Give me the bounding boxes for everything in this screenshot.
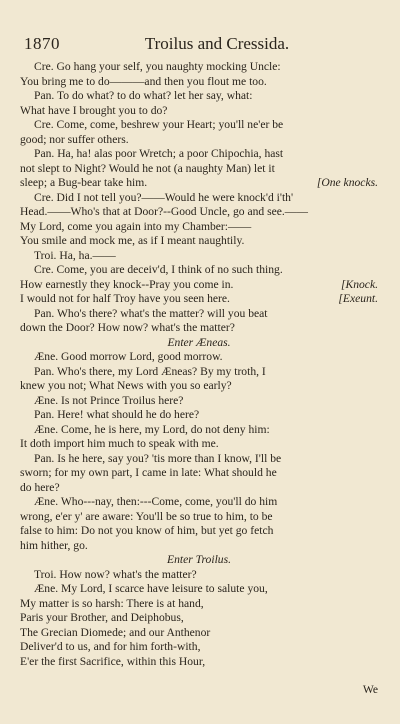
page-number: 1870	[24, 34, 60, 53]
text-line: My matter is so harsh: There is at hand,	[20, 596, 204, 610]
text-line: You smile and mock me, as if I meant naughtily.	[20, 234, 245, 247]
text-line: It doth import him much to speak with me.	[20, 437, 219, 450]
text-line: Troi. How now? what's the matter?	[34, 567, 197, 581]
text-line: Æne. Good morrow Lord, good morrow.	[34, 350, 223, 363]
text-line-with-direction	[20, 292, 378, 307]
text-line: Paris your Brother, and Deiphobus,	[20, 611, 184, 624]
text-line: Æne. My Lord, I scarce have leisure to salute you,	[34, 582, 268, 595]
text-line: Cre. Did I not tell you?——Would he were knock'd i'th'	[34, 190, 294, 204]
text-line: Æne. Is not Prince Troilus here?	[34, 393, 184, 407]
text-line: do here?	[20, 480, 60, 494]
text-line-with-direction	[20, 176, 378, 191]
text-line: down the Door? How now? what's the matter?	[20, 321, 235, 334]
text-line: Head.——Who's that at Door?--Good Uncle, go and see.——	[20, 205, 308, 218]
text-line: The Grecian Diomede; and our Anthenor	[20, 625, 211, 639]
catchword: We	[362, 683, 378, 696]
text-line: You bring me to do———and then you flout me too.	[20, 74, 267, 88]
text-line: false to him: Do not you know of him, but yet go fetch	[20, 524, 274, 537]
text-line: sleep; a Bug-bear take him.	[20, 176, 148, 189]
text-block	[20, 60, 378, 669]
text-line: knew you not; What News with you so early?	[20, 379, 232, 392]
text-line: him hither, go.	[20, 538, 88, 552]
text-line-with-direction	[20, 278, 378, 293]
stage-direction: [One knocks.	[316, 176, 378, 189]
stage-direction: [Exeunt.	[338, 292, 378, 305]
running-header	[24, 34, 380, 56]
stage-direction: Enter Troilus.	[167, 553, 231, 566]
text-line: sworn; for my own part, I came in late: What should he	[20, 466, 277, 479]
stage-direction: Enter Æneas.	[167, 335, 231, 349]
text-line: Deliver'd to us, and for him forth-with,	[20, 640, 201, 653]
text-line: good; nor suffer others.	[20, 132, 129, 146]
text-line: Pan. Here! what should he do here?	[34, 408, 200, 421]
text-line: I would not for half Troy have you seen here.	[20, 292, 230, 305]
text-line: Pan. Ha, ha! alas poor Wretch; a poor Chipochia, hast	[34, 147, 284, 160]
text-line: Cre. Go hang your self, you naughty mocking Uncle:	[34, 60, 281, 73]
text-line: not slept to Night? Would he not (a naughty Man) let it	[20, 161, 275, 175]
text-line: Cre. Come, come, beshrew your Heart; you'll ne'er be	[34, 118, 284, 131]
text-line: What have I brought you to do?	[20, 103, 168, 117]
text-line: wrong, e'er y' are aware: You'll be so true to him, to be	[20, 509, 273, 523]
text-line: How earnestly they knock--Pray you come in.	[20, 277, 234, 291]
text-line: My Lord, come you again into my Chamber:——	[20, 219, 252, 233]
text-line: Pan. Is he here, say you? 'tis more than I know, I'll be	[34, 451, 282, 465]
text-line: E'er the first Sacrifice, within this Hour,	[20, 654, 206, 668]
text-line: Pan. To do what? to do what? let her say, what:	[34, 89, 253, 102]
page-title: Troilus and Cressida.	[144, 34, 290, 53]
text-line: Cre. Come, you are deceiv'd, I think of no such thing.	[34, 263, 283, 276]
text-line: Pan. Who's there, my Lord Æneas? By my troth, I	[34, 364, 266, 378]
text-line: Æne. Come, he is here, my Lord, do not deny him:	[34, 422, 270, 436]
text-line: Troi. Ha, ha.——	[34, 248, 116, 262]
text-line: Æne. Who---nay, then:---Come, come, you'll do him	[34, 495, 278, 508]
stage-direction: [Knock.	[340, 277, 378, 291]
text-line: Pan. Who's there? what's the matter? will you beat	[34, 306, 268, 320]
